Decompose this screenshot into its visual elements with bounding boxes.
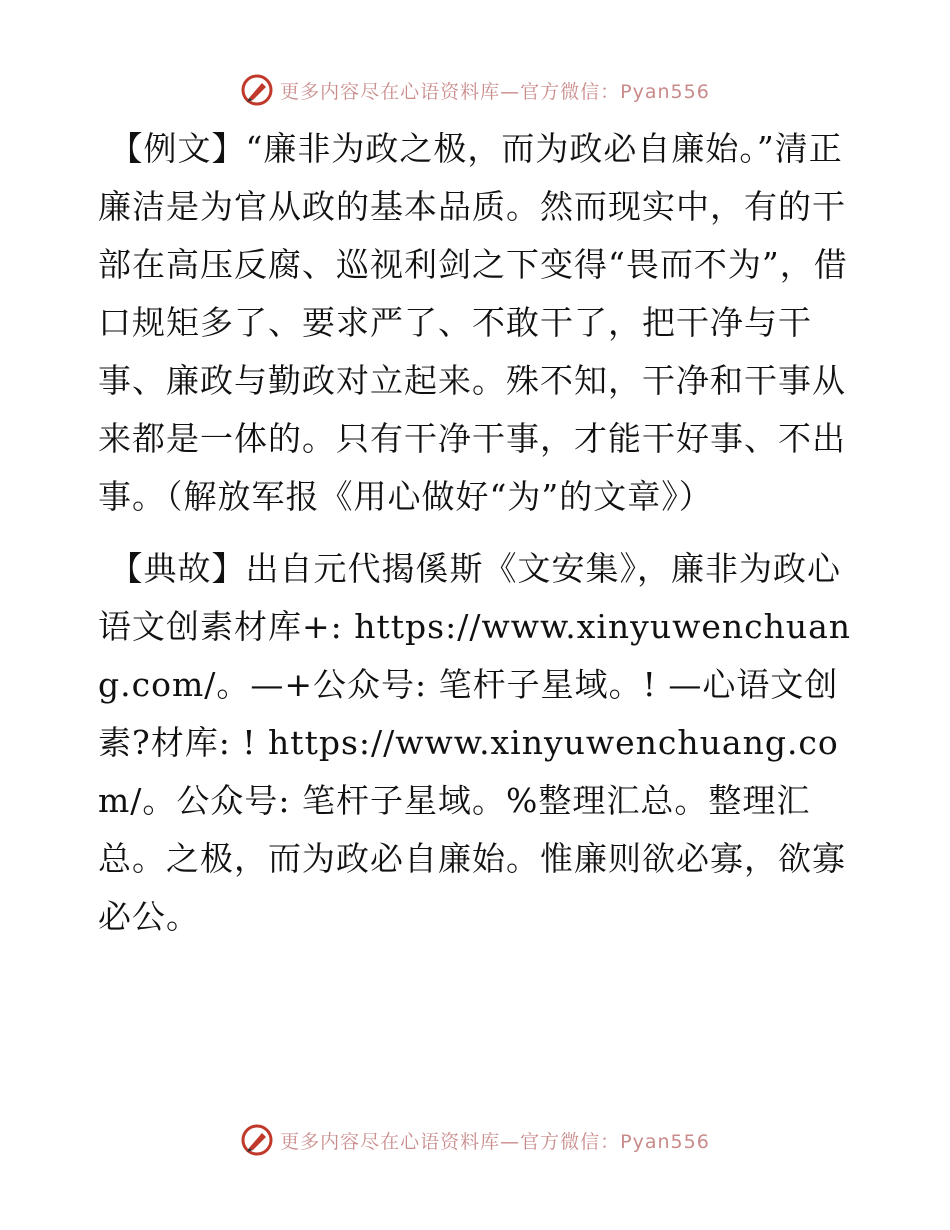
document-body (98, 120, 858, 946)
pen-logo-icon (240, 73, 274, 107)
allusion-paragraph: 【典故】出自元代揭傒斯《文安集》，廉非为政心语文创素材库+: https://www.xinyuwenchuang.com/。—+公众号: 笔杆子星域。! —心语文创素?材库: ! https://www.xinyuwenchuang.com/。公众号: 笔杆子星域。%整理汇总。整理汇总。之极，而为政必自廉始。惟廉则欲必寡，欲寡必公。 (98, 549, 852, 936)
footer-banner-text: 更多内容尽在心语资料库—官方微信：Pyan556 (280, 1130, 710, 1153)
header-banner (0, 70, 950, 110)
example-paragraph: 【例文】“廉非为政之极，而为政必自廉始。”清正廉洁是为官从政的基本品质。然而现实中，有的干部在高压反腐、巡视利剑之下变得“畏而不为”，借口规矩多了、要求严了、不敢干了，把干净与干事、廉政与勤政对立起来。殊不知，干净和干事从来都是一体的。只有干净干事，才能干好事、不出事。（解放军报《用心做好“为”的文章》） (98, 129, 848, 516)
footer-banner (0, 1120, 950, 1160)
pen-logo-icon (240, 1123, 274, 1157)
header-banner-text: 更多内容尽在心语资料库—官方微信：Pyan556 (280, 80, 710, 103)
